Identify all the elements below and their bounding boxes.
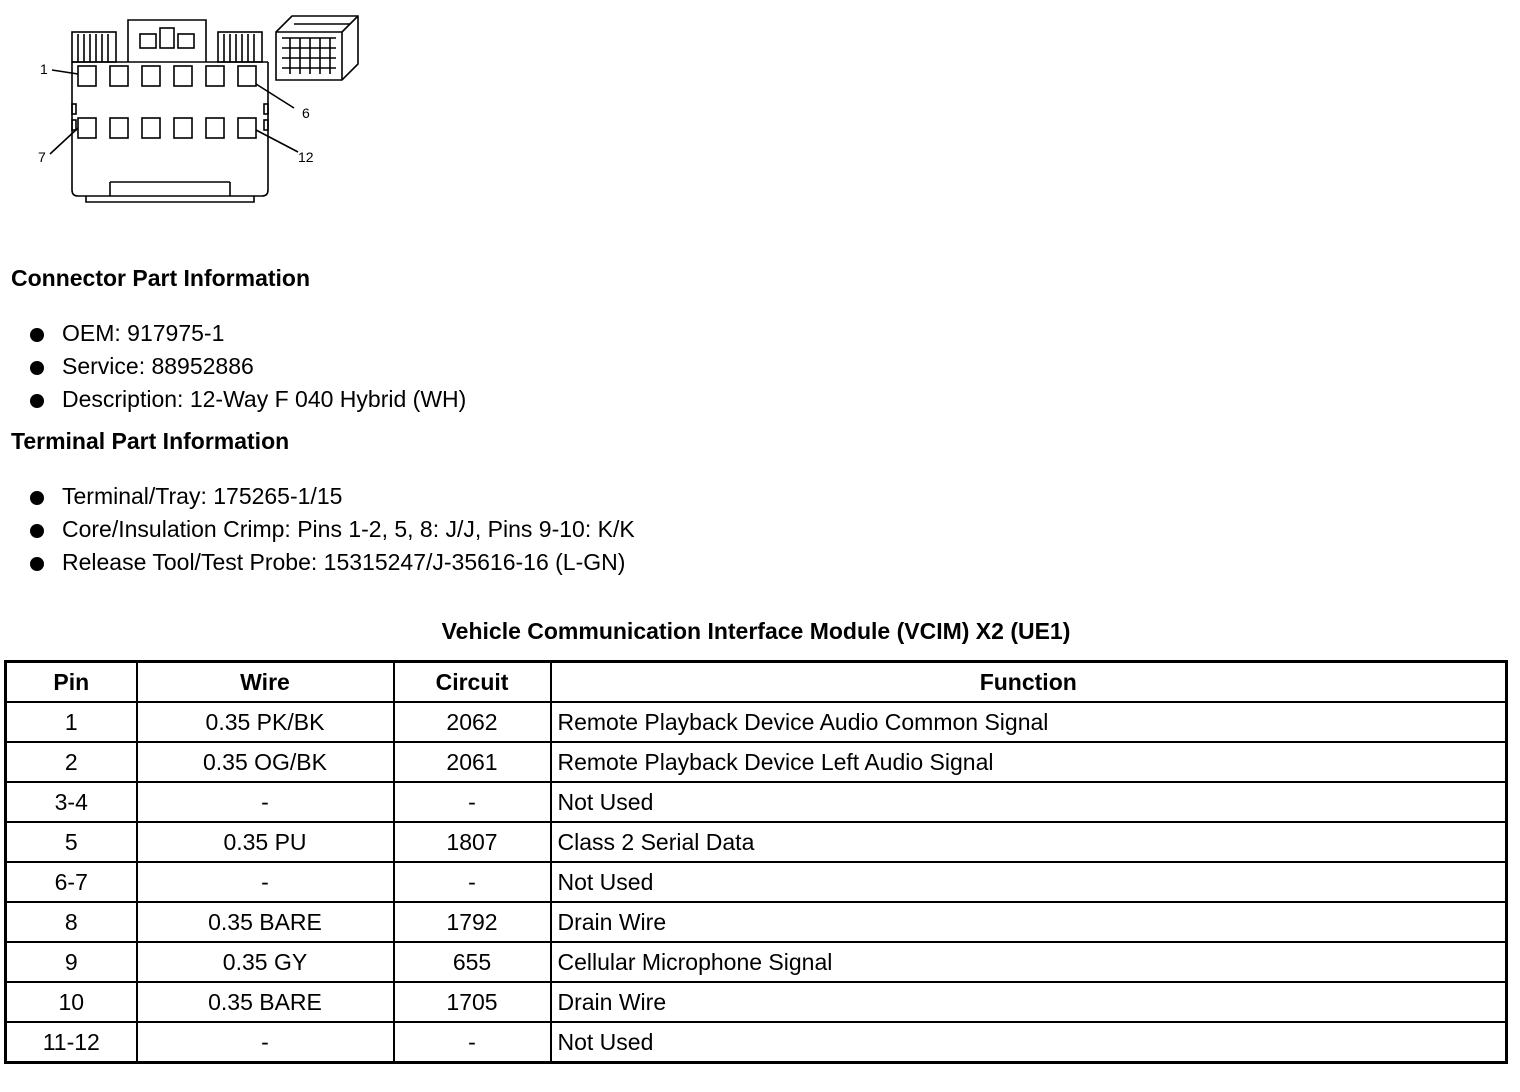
cell-pin: 6-7 xyxy=(6,862,137,902)
pinout-table xyxy=(4,660,1508,1064)
header-function: Function xyxy=(551,662,1507,703)
table-row xyxy=(6,942,1507,982)
cell-wire: 0.35 GY xyxy=(137,942,394,982)
header-pin: Pin xyxy=(6,662,137,703)
cell-circuit: 1705 xyxy=(394,982,551,1022)
table-row xyxy=(6,862,1507,902)
list-item: Description: 12-Way F 040 Hybrid (WH) xyxy=(28,384,466,417)
table-header-row xyxy=(6,662,1507,703)
cell-circuit: 2062 xyxy=(394,702,551,742)
cell-wire: - xyxy=(137,862,394,902)
cell-wire: 0.35 OG/BK xyxy=(137,742,394,782)
cell-function: Class 2 Serial Data xyxy=(551,822,1507,862)
cell-wire: 0.35 BARE xyxy=(137,902,394,942)
table-title: Vehicle Communication Interface Module (VCIM) X2 (UE1) xyxy=(441,618,1071,644)
connector-info-list xyxy=(28,318,466,417)
cell-circuit: - xyxy=(394,862,551,902)
cell-pin: 2 xyxy=(6,742,137,782)
cell-function: Drain Wire xyxy=(551,902,1507,942)
pin-label-7: 7 xyxy=(38,149,46,165)
list-item: Release Tool/Test Probe: 15315247/J-35616-16 (L-GN) xyxy=(28,547,635,580)
table-row xyxy=(6,902,1507,942)
list-item: Terminal/Tray: 175265-1/15 xyxy=(28,481,635,514)
list-item: Core/Insulation Crimp: Pins 1-2, 5, 8: J/J, Pins 9-10: K/K xyxy=(28,514,635,547)
cell-circuit: 655 xyxy=(394,942,551,982)
cell-wire: - xyxy=(137,782,394,822)
terminal-info-list xyxy=(28,481,635,580)
cell-function: Not Used xyxy=(551,862,1507,902)
table-row xyxy=(6,742,1507,782)
pin-label-6: 6 xyxy=(302,105,310,121)
cell-pin: 9 xyxy=(6,942,137,982)
pin-label-12: 12 xyxy=(298,149,314,165)
cell-wire: 0.35 BARE xyxy=(137,982,394,1022)
header-wire: Wire xyxy=(137,662,394,703)
table-row xyxy=(6,702,1507,742)
pin-label-1: 1 xyxy=(40,61,48,77)
list-item: OEM: 917975-1 xyxy=(28,318,466,351)
cell-pin: 11-12 xyxy=(6,1022,137,1063)
cell-circuit: 1792 xyxy=(394,902,551,942)
cell-function: Drain Wire xyxy=(551,982,1507,1022)
cell-function: Not Used xyxy=(551,1022,1507,1063)
cell-function: Cellular Microphone Signal xyxy=(551,942,1507,982)
cell-wire: 0.35 PK/BK xyxy=(137,702,394,742)
connector-diagram xyxy=(30,12,375,212)
cell-circuit: - xyxy=(394,782,551,822)
terminal-info-title: Terminal Part Information xyxy=(11,428,290,454)
list-item: Service: 88952886 xyxy=(28,351,466,384)
cell-pin: 10 xyxy=(6,982,137,1022)
cell-function: Remote Playback Device Left Audio Signal xyxy=(551,742,1507,782)
cell-function: Remote Playback Device Audio Common Signal xyxy=(551,702,1507,742)
cell-function: Not Used xyxy=(551,782,1507,822)
table-row xyxy=(6,822,1507,862)
cell-wire: 0.35 PU xyxy=(137,822,394,862)
cell-circuit: - xyxy=(394,1022,551,1063)
header-circuit: Circuit xyxy=(394,662,551,703)
cell-circuit: 1807 xyxy=(394,822,551,862)
table-row xyxy=(6,782,1507,822)
cell-pin: 5 xyxy=(6,822,137,862)
cell-wire: - xyxy=(137,1022,394,1063)
table-row xyxy=(6,982,1507,1022)
cell-circuit: 2061 xyxy=(394,742,551,782)
cell-pin: 1 xyxy=(6,702,137,742)
connector-info-title: Connector Part Information xyxy=(11,265,311,291)
cell-pin: 3-4 xyxy=(6,782,137,822)
table-row xyxy=(6,1022,1507,1063)
cell-pin: 8 xyxy=(6,902,137,942)
